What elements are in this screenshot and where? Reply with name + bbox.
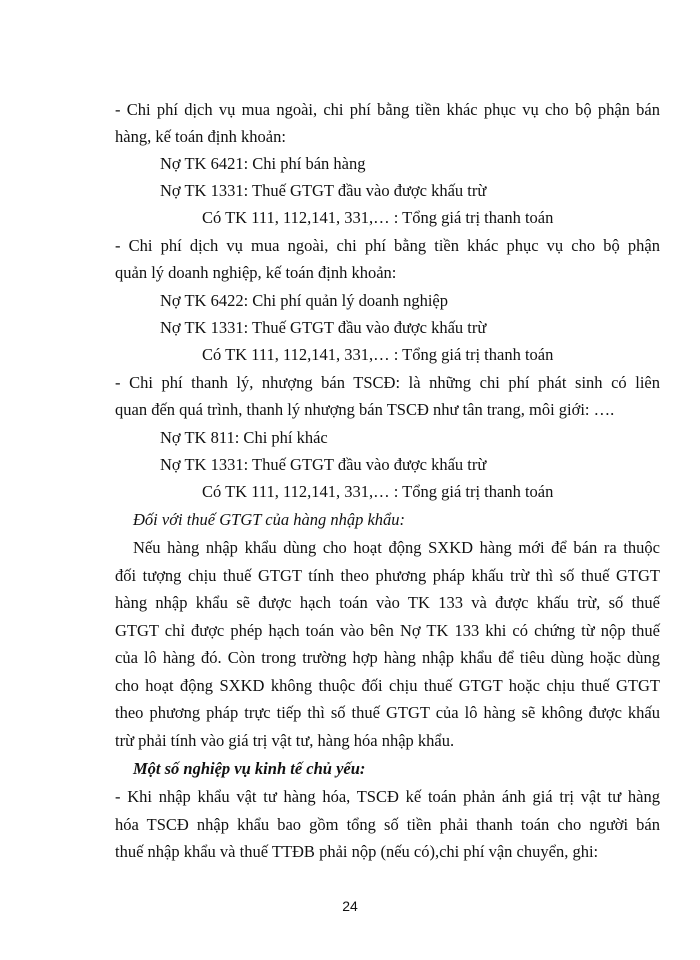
paragraph-line: của lô hàng đó. Còn trong trường hợp hàng nhập khẩu để tiêu dùng hoặc dùng: [115, 648, 660, 667]
text-line: hóa TSCĐ nhập khẩu bao gồm tổng số tiền phải thanh toán cho người bán: [115, 815, 660, 834]
page-number: 24: [342, 898, 358, 914]
section-heading-bold: Một số nghiệp vụ kinh tế chủ yếu:: [133, 759, 366, 778]
text-line: - Chi phí thanh lý, nhượng bán TSCĐ: là những chi phí phát sinh có liên: [115, 373, 660, 392]
paragraph-line: theo phương pháp trực tiếp thì số thuế GTGT của lô hàng sẽ không được khấu: [115, 703, 660, 722]
text-line: hàng, kế toán định khoản:: [115, 127, 286, 146]
journal-entry-debit: Nợ TK 1331: Thuế GTGT đầu vào được khấu trừ: [160, 181, 487, 200]
paragraph-line: hàng nhập khẩu sẽ được hạch toán vào TK 133 và được khấu trừ, số thuế: [115, 593, 660, 612]
journal-entry-debit: Nợ TK 811: Chi phí khác: [160, 428, 328, 447]
journal-entry-debit: Nợ TK 1331: Thuế GTGT đầu vào được khấu trừ: [160, 318, 487, 337]
paragraph-line: trừ phải tính vào giá trị vật tư, hàng hóa nhập khẩu.: [115, 731, 455, 750]
paragraph-line: GTGT chỉ được phép hạch toán vào bên Nợ TK 133 khi có chứng từ nộp thuế: [115, 621, 660, 640]
journal-entry-debit: Nợ TK 6421: Chi phí bán hàng: [160, 154, 366, 173]
journal-entry-debit: Nợ TK 6422: Chi phí quản lý doanh nghiệp: [160, 291, 448, 310]
journal-entry-debit: Nợ TK 1331: Thuế GTGT đầu vào được khấu trừ: [160, 455, 487, 474]
journal-entry-credit: Có TK 111, 112,141, 331,… : Tổng giá trị thanh toán: [202, 482, 554, 501]
text-line: - Chi phí dịch vụ mua ngoài, chi phí bằng tiền khác phục vụ cho bộ phận bán: [115, 100, 660, 119]
text-line: thuế nhập khẩu và thuế TTĐB phải nộp (nếu có),chi phí vận chuyển, ghi:: [115, 842, 599, 861]
text-line: - Chi phí dịch vụ mua ngoài, chi phí bằng tiền khác phục vụ cho bộ phận: [115, 236, 660, 255]
section-heading-italic: Đối với thuế GTGT của hàng nhập khẩu:: [133, 510, 406, 529]
journal-entry-credit: Có TK 111, 112,141, 331,… : Tổng giá trị thanh toán: [202, 345, 554, 364]
journal-entry-credit: Có TK 111, 112,141, 331,… : Tổng giá trị thanh toán: [202, 208, 554, 227]
text-line: quản lý doanh nghiệp, kế toán định khoản:: [115, 263, 397, 282]
paragraph-line: đối tượng chịu thuế GTGT tính theo phương pháp khấu trừ thì số thuế GTGT: [115, 566, 660, 585]
paragraph-line: cho hoạt động SXKD không thuộc đối chịu thuế GTGT hoặc chịu thuế GTGT: [115, 676, 660, 695]
text-line: quan đến quá trình, thanh lý nhượng bán TSCĐ như tân trang, môi giới: ….: [115, 400, 615, 419]
text-line: - Khi nhập khẩu vật tư hàng hóa, TSCĐ kế toán phản ánh giá trị vật tư hàng: [115, 787, 660, 806]
paragraph-line: Nếu hàng nhập khẩu dùng cho hoạt động SXKD hàng mới để bán ra thuộc: [133, 538, 660, 557]
